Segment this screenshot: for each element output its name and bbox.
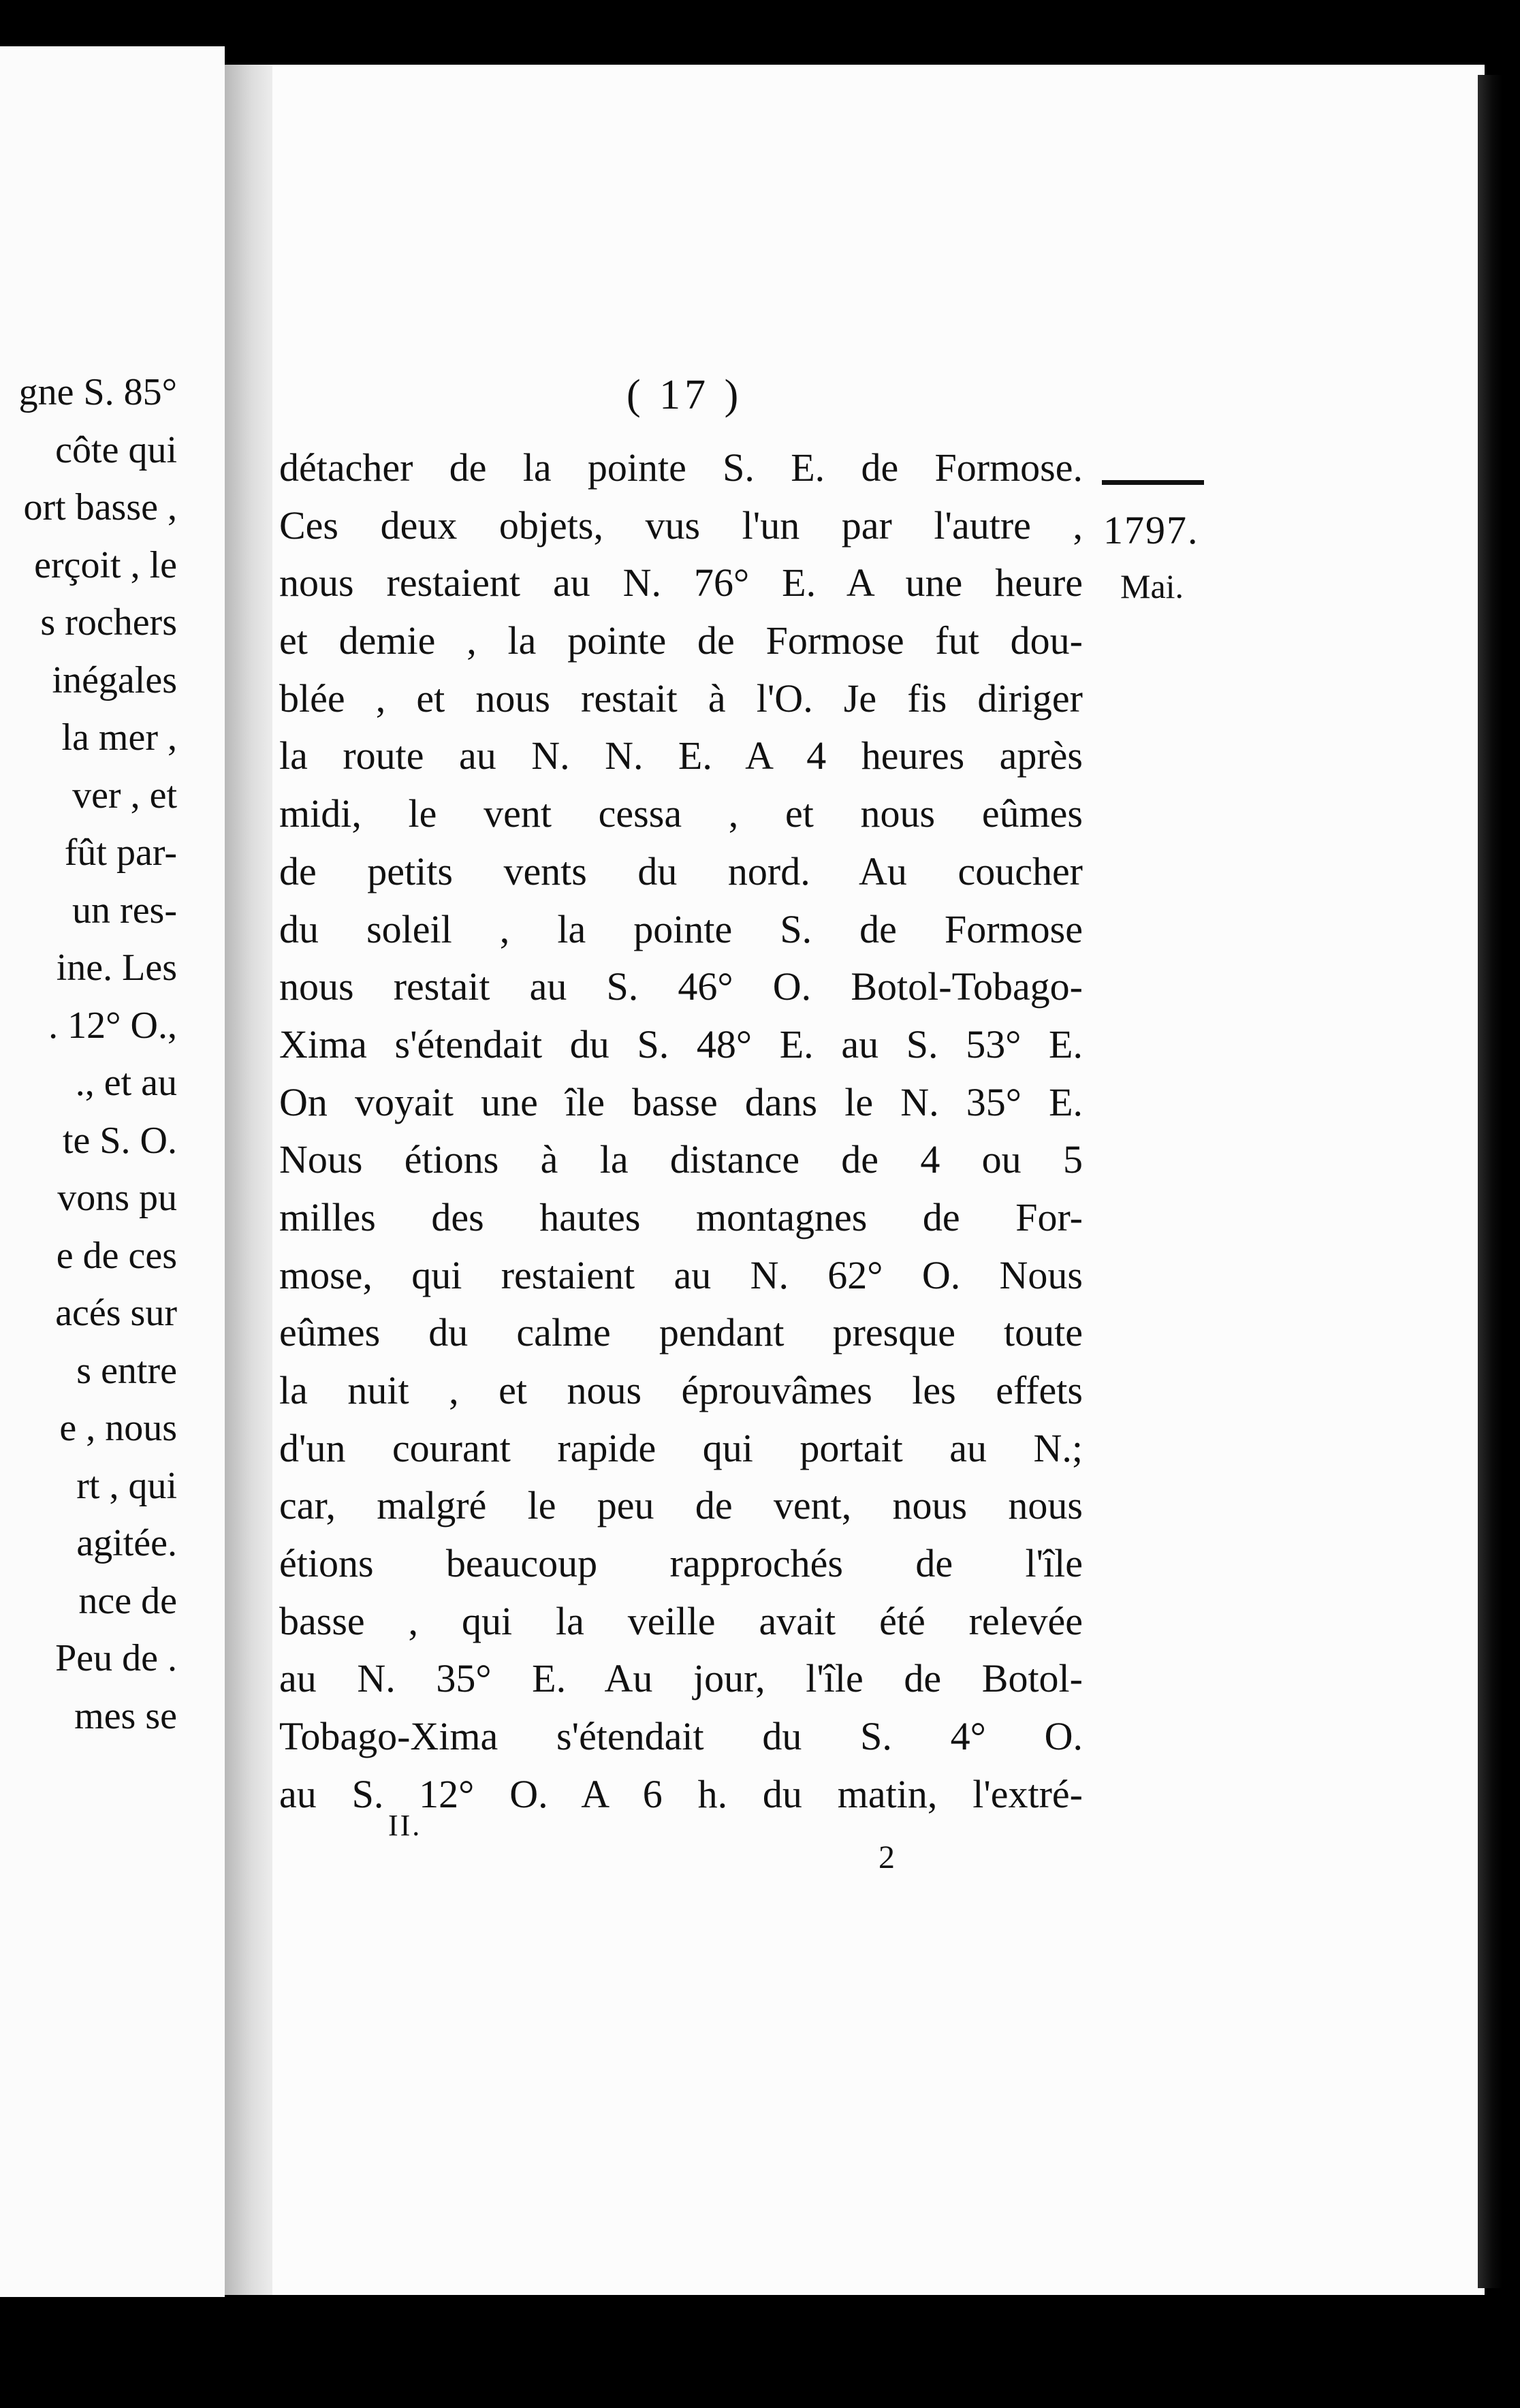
signature-mark-gathering: 2 <box>878 1839 895 1875</box>
text-line: Nous étions à la distance de 4 ou 5 <box>279 1137 1083 1182</box>
left-page-line: ort basse , <box>23 486 177 528</box>
margin-month: Mai. <box>1120 567 1184 605</box>
left-page-line: agitée. <box>76 1522 177 1564</box>
text-line: au S. 12° O. A 6 h. du matin, l'extré- <box>279 1771 1083 1816</box>
text-line: Ces deux objets, vus l'un par l'autre , <box>279 503 1083 548</box>
left-page-line: gne S. 85° <box>18 371 177 413</box>
text-line: étions beaucoup rapprochés de l'île <box>279 1541 1083 1586</box>
left-page-line: . 12° O., <box>48 1004 177 1047</box>
text-line: midi, le vent cessa , et nous eûmes <box>279 791 1083 836</box>
text-line: Tobago-Xima s'étendait du S. 4° O. <box>279 1714 1083 1759</box>
left-page-line: fût par- <box>64 831 177 874</box>
left-page-line: s entre <box>76 1349 177 1392</box>
page-edge-shadow <box>1478 75 1502 2288</box>
left-page-line: te S. O. <box>63 1119 177 1162</box>
left-page-line: s rochers <box>40 601 177 644</box>
text-line: de petits vents du nord. Au coucher <box>279 849 1083 893</box>
text-line: blée , et nous restait à l'O. Je fis diriger <box>279 676 1083 720</box>
left-page-line: ine. Les <box>56 947 177 989</box>
left-page-fragment <box>0 46 225 2297</box>
text-line: mose, qui restaient au N. 62° O. Nous <box>279 1252 1083 1297</box>
left-page-line: ver , et <box>72 774 177 817</box>
text-line: détacher de la pointe S. E. de Formose. <box>279 445 1083 490</box>
margin-year: 1797. <box>1103 508 1199 552</box>
left-page-line: e , nous <box>59 1407 177 1449</box>
left-page-line: ., et au <box>75 1062 177 1104</box>
text-line: au N. 35° E. Au jour, l'île de Botol- <box>279 1656 1083 1701</box>
text-line: la route au N. N. E. A 4 heures après <box>279 733 1083 778</box>
left-page-line: rt , qui <box>76 1464 177 1507</box>
text-line: basse , qui la veille avait été relevée <box>279 1598 1083 1643</box>
text-line: Xima s'étendait du S. 48° E. au S. 53° E. <box>279 1021 1083 1066</box>
text-line: du soleil , la pointe S. de Formose <box>279 906 1083 951</box>
signature-mark-volume: II. <box>388 1809 422 1842</box>
left-page-line: inégales <box>52 659 177 701</box>
text-line: eûmes du calme pendant presque toute <box>279 1310 1083 1355</box>
margin-rule <box>1102 480 1204 485</box>
left-page-line: mes se <box>74 1694 177 1737</box>
left-page-line: acés sur <box>55 1292 177 1334</box>
left-page-line: la mer , <box>61 716 177 759</box>
left-page-line: un res- <box>72 889 177 932</box>
page-number: ( 17 ) <box>627 372 743 418</box>
text-line: milles des hautes montagnes de For- <box>279 1194 1083 1239</box>
left-page-line: nce de <box>78 1579 177 1622</box>
text-line: et demie , la pointe de Formose fut dou- <box>279 618 1083 663</box>
text-line: nous restaient au N. 76° E. A une heure <box>279 560 1083 605</box>
text-line: la nuit , et nous éprouvâmes les effets <box>279 1368 1083 1412</box>
left-page-line: erçoit , le <box>34 543 177 586</box>
text-line: On voyait une île basse dans le N. 35° E. <box>279 1079 1083 1124</box>
text-line: car, malgré le peu de vent, nous nous <box>279 1483 1083 1528</box>
text-line: d'un courant rapide qui portait au N.; <box>279 1425 1083 1470</box>
left-page-line: côte qui <box>55 428 177 471</box>
left-page-line: Peu de . <box>55 1637 177 1679</box>
text-line: nous restait au S. 46° O. Botol-Tobago- <box>279 964 1083 1009</box>
left-page-line: vons pu <box>57 1177 177 1219</box>
left-page-line: e de ces <box>56 1234 177 1277</box>
body-text <box>279 439 1083 1824</box>
